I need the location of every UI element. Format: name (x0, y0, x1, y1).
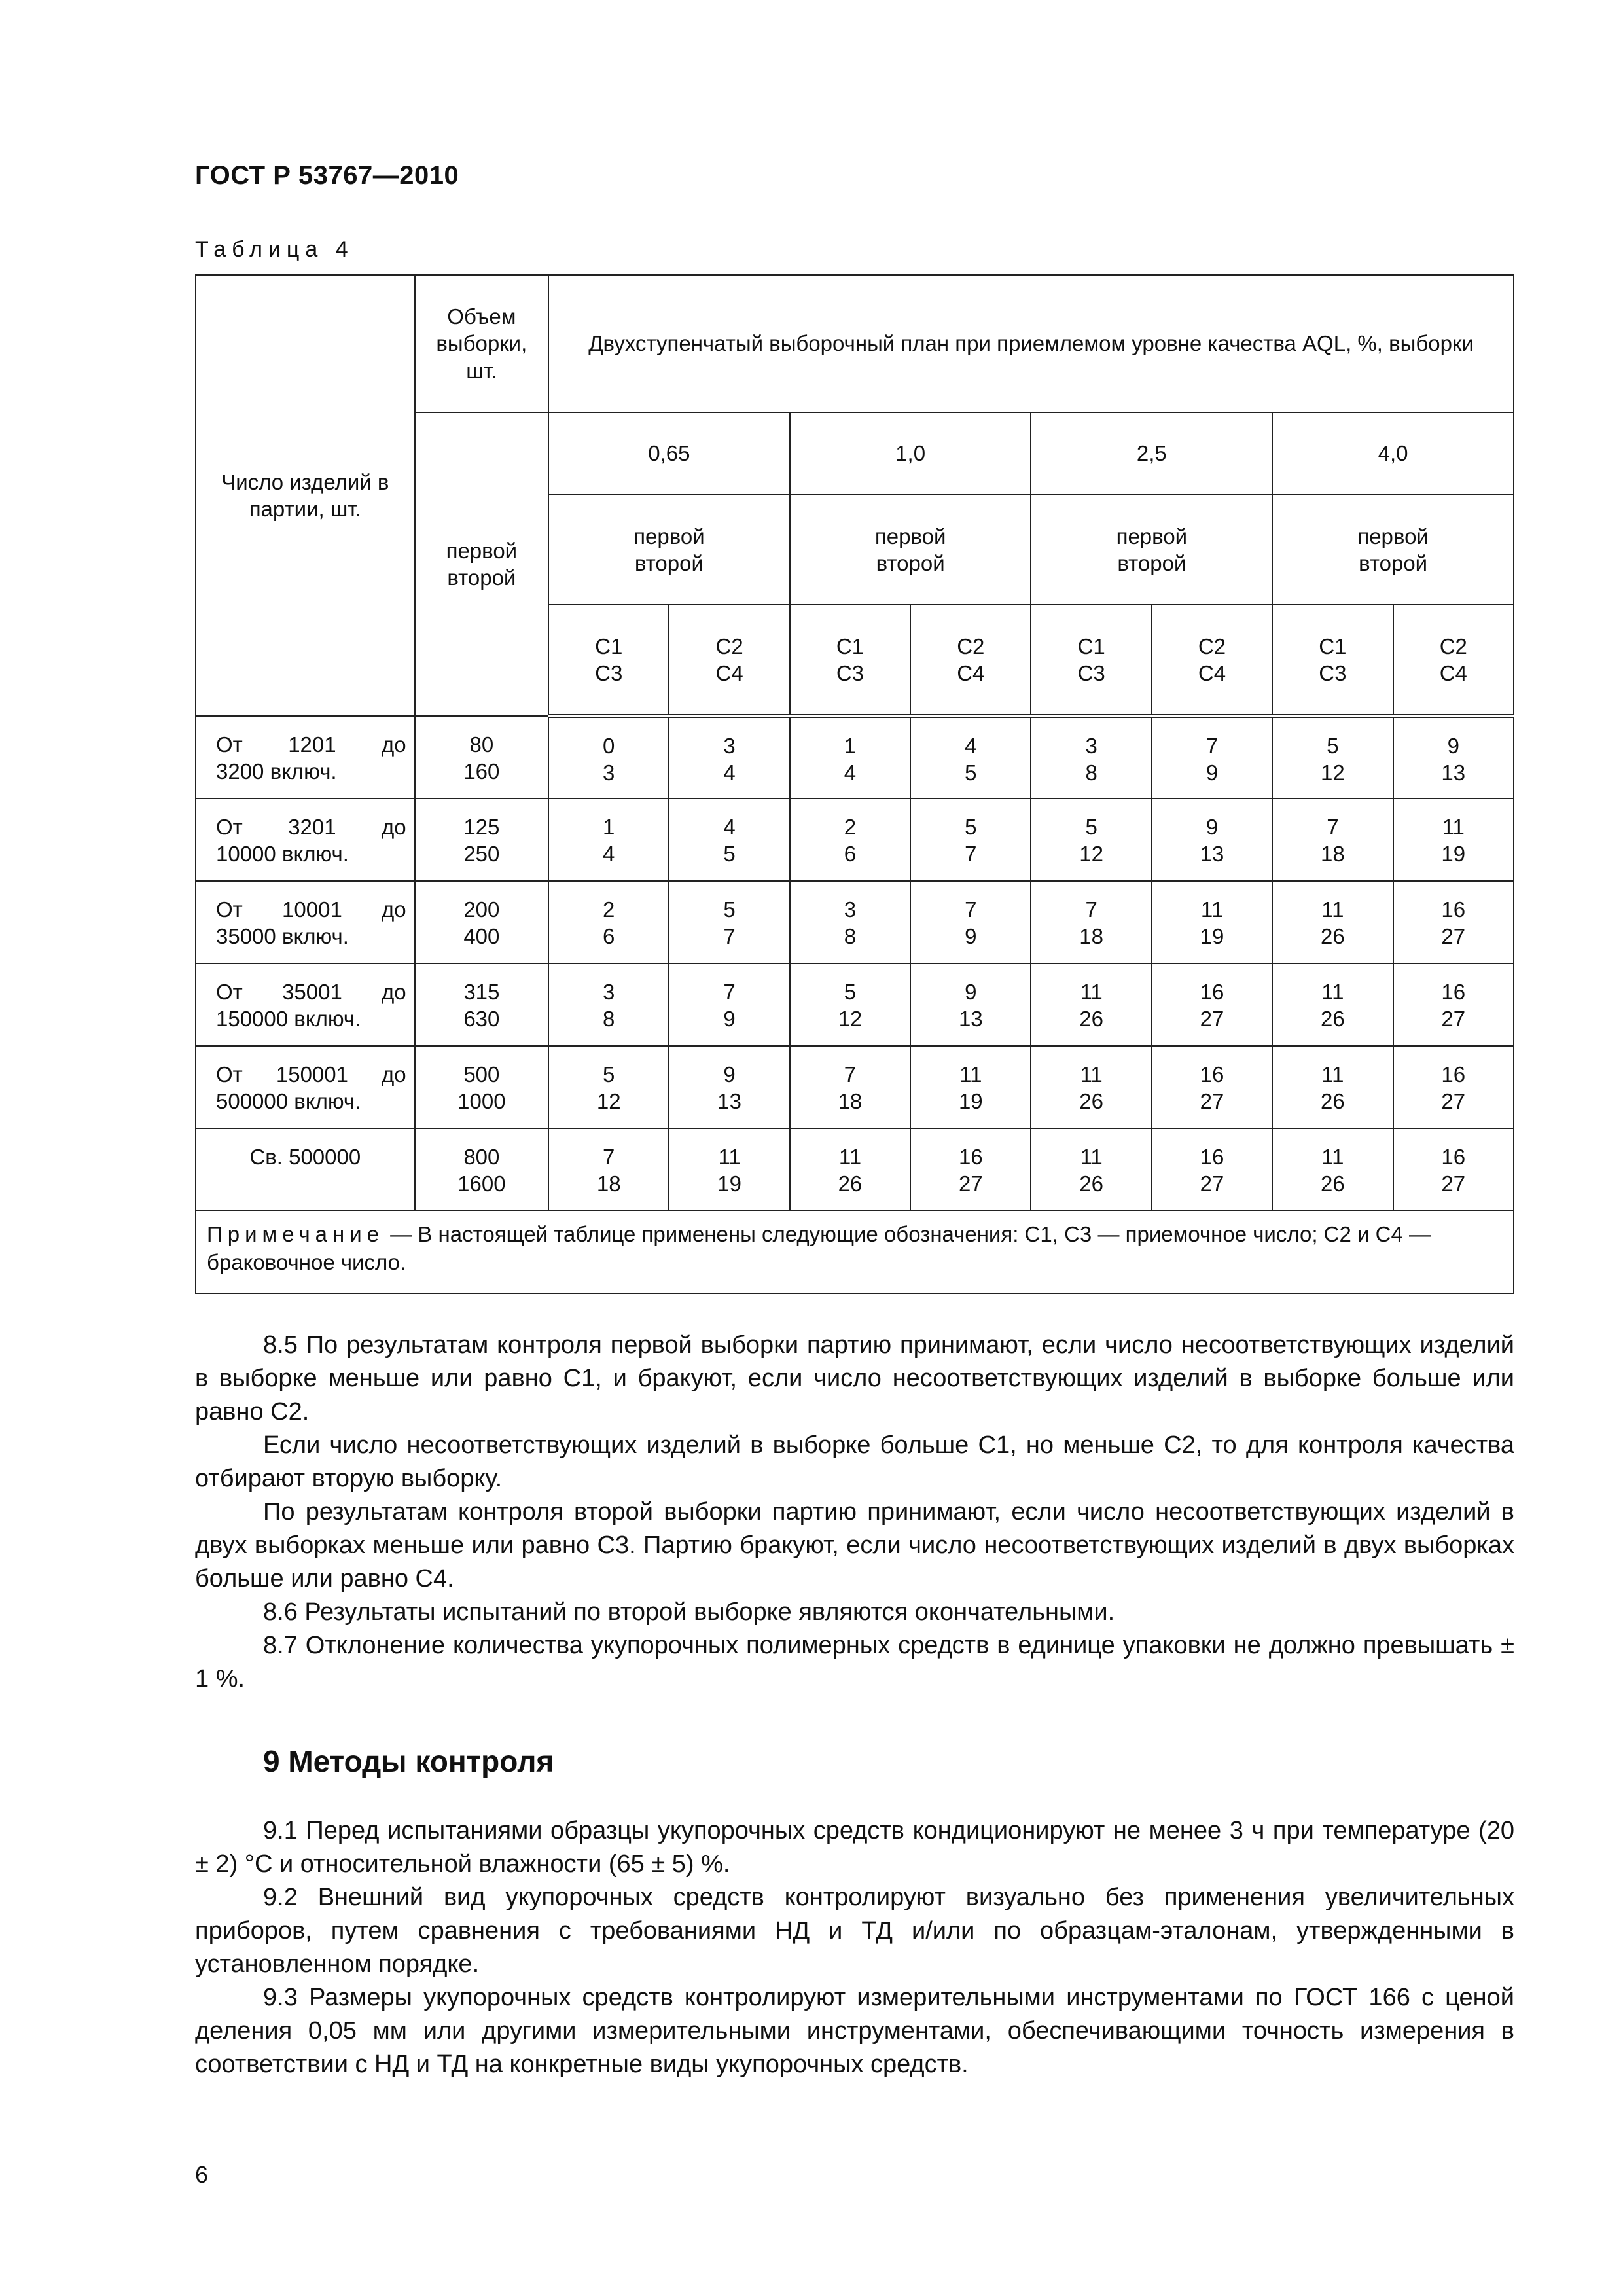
value-cell: 5 12 (1031, 798, 1151, 881)
document-id-header: ГОСТ Р 53767—2010 (195, 161, 459, 190)
value-cell: 80 160 (415, 716, 548, 798)
value-cell: 2 6 (548, 881, 669, 963)
header-c2-c4: C2 C4 (1152, 605, 1272, 716)
header-c1-c3: C1 C3 (790, 605, 910, 716)
header-lot-size: Число изделий в партии, шт. (196, 275, 415, 716)
value-cell: 11 19 (910, 1046, 1031, 1128)
value-cell: 200 400 (415, 881, 548, 963)
table-note-text: — В настоящей таблице применены следующие обозначения: C1, C3 — приемочное число; C2 и C4 — браковочное число. (207, 1222, 1431, 1274)
value-cell: 16 27 (1393, 881, 1514, 963)
value-cell: 11 26 (1272, 1046, 1393, 1128)
value-cell: 315 630 (415, 963, 548, 1046)
section-9-paragraphs (195, 1814, 1514, 2081)
value-cell: 11 26 (1272, 963, 1393, 1046)
value-cell: 3 8 (790, 881, 910, 963)
section-8-paragraphs (195, 1329, 1514, 1696)
value-cell: 9 13 (910, 963, 1031, 1046)
value-cell: 3 8 (548, 963, 669, 1046)
lot-size-cell: От 35001 до 150000 включ. (196, 963, 415, 1046)
value-cell: 125 250 (415, 798, 548, 881)
value-cell: 5 7 (910, 798, 1031, 881)
header-stages-aql-1-0: первой второй (790, 495, 1031, 605)
table-row (196, 1046, 1514, 1128)
value-cell: 11 26 (1272, 1128, 1393, 1211)
paragraph: 8.5 По результатам контроля первой выборки партию принимают, если число несоответствующих изделий в выборке меньше или равно C1, и бракуют, если число несоответствующих изделий в выборке больше или равно C2. (195, 1331, 1514, 1426)
value-cell: 16 27 (1393, 963, 1514, 1046)
table-row (196, 881, 1514, 963)
table-note-label: Примечание (207, 1222, 385, 1246)
sampling-plan-table (195, 274, 1514, 1294)
paragraph: 8.6 Результаты испытаний по второй выборке являются окончательными. (263, 1598, 1115, 1626)
lot-size-cell: От 10001 до 35000 включ. (196, 881, 415, 963)
value-cell: 1 4 (548, 798, 669, 881)
value-cell: 1 4 (790, 716, 910, 798)
value-cell: 5 12 (1272, 716, 1393, 798)
header-c1-c3: C1 C3 (1031, 605, 1151, 716)
value-cell: 11 26 (1272, 881, 1393, 963)
value-cell: 7 18 (1272, 798, 1393, 881)
value-cell: 3 8 (1031, 716, 1151, 798)
value-cell: 7 9 (1152, 716, 1272, 798)
header-sample-size: Объем выборки, шт. (415, 275, 548, 412)
value-cell: 11 26 (1031, 1046, 1151, 1128)
paragraph: Если число несоответствующих изделий в выборке больше C1, но меньше C2, то для контроля качества отбирают вторую выборку. (195, 1431, 1514, 1492)
value-cell: 16 27 (1152, 1128, 1272, 1211)
paragraph: 9.3 Размеры укупорочных средств контролируют измерительными инструментами по ГОСТ 166 с ценой деления 0,05 мм или другими измерительными инструментами, обеспечивающими точность измерения в соответствии с НД и ТД на конкретные виды укупорочных средств. (195, 1984, 1514, 2078)
value-cell: 16 27 (910, 1128, 1031, 1211)
value-cell: 800 1600 (415, 1128, 548, 1211)
value-cell: 4 5 (910, 716, 1031, 798)
value-cell: 7 18 (548, 1128, 669, 1211)
value-cell: 11 26 (790, 1128, 910, 1211)
value-cell: 2 6 (790, 798, 910, 881)
paragraph: 9.2 Внешний вид укупорочных средств контролируют визуально без применения увеличительных приборов, путем сравнения с требованиями НД и ТД и/или по образцам-эталонам, утвержденными в установленном порядке. (195, 1884, 1514, 1978)
paragraph: 9.1 Перед испытаниями образцы укупорочных средств кондиционируют не менее 3 ч при температуре (20 ± 2) °С и относительной влажности (65 ± 5) %. (195, 1817, 1514, 1878)
header-aql-1-0: 1,0 (790, 412, 1031, 495)
table-row (196, 798, 1514, 881)
page-number: 6 (195, 2161, 209, 2188)
section-9-title: 9 Методы контроля (263, 1744, 554, 1778)
lot-size-cell: От 3201 до 10000 включ. (196, 798, 415, 881)
value-cell: 16 27 (1393, 1046, 1514, 1128)
header-aql-0-65: 0,65 (548, 412, 790, 495)
value-cell: 7 9 (910, 881, 1031, 963)
lot-size-cell: От 150001 до 500000 включ. (196, 1046, 415, 1128)
header-c1-c3: C1 C3 (548, 605, 669, 716)
value-cell: 16 27 (1152, 963, 1272, 1046)
value-cell: 9 13 (1152, 798, 1272, 881)
value-cell: 5 12 (548, 1046, 669, 1128)
value-cell: 9 13 (669, 1046, 789, 1128)
header-c2-c4: C2 C4 (910, 605, 1031, 716)
value-cell: 5 7 (669, 881, 789, 963)
value-cell: 9 13 (1393, 716, 1514, 798)
table-row (196, 1128, 1514, 1211)
value-cell: 3 4 (669, 716, 789, 798)
table-note (196, 1211, 1514, 1293)
header-aql-2-5: 2,5 (1031, 412, 1272, 495)
header-stages-aql-2-5: первой второй (1031, 495, 1272, 605)
value-cell: 11 19 (1152, 881, 1272, 963)
lot-size-cell: От 1201 до 3200 включ. (196, 716, 415, 798)
header-stages-aql-4-0: первой второй (1272, 495, 1514, 605)
value-cell: 11 19 (1393, 798, 1514, 881)
header-c2-c4: C2 C4 (1393, 605, 1514, 716)
header-two-stage-plan: Двухступенчатый выборочный план при приемлемом уровне качества AQL, %, выборки (548, 275, 1514, 412)
header-sample-stages: первой второй (415, 412, 548, 716)
lot-size-cell: Св. 500000 (196, 1128, 415, 1211)
value-cell: 4 5 (669, 798, 789, 881)
header-aql-4-0: 4,0 (1272, 412, 1514, 495)
value-cell: 0 3 (548, 716, 669, 798)
table-row (196, 716, 1514, 798)
value-cell: 7 18 (790, 1046, 910, 1128)
paragraph: По результатам контроля второй выборки партию принимают, если число несоответствующих изделий в двух выборках меньше или равно C3. Партию бракуют, если число несоответствующих изделий в двух выборках больше или равно C4. (195, 1498, 1514, 1592)
value-cell: 5 12 (790, 963, 910, 1046)
value-cell: 16 27 (1152, 1046, 1272, 1128)
table-row (196, 963, 1514, 1046)
value-cell: 11 19 (669, 1128, 789, 1211)
value-cell: 16 27 (1393, 1128, 1514, 1211)
value-cell: 7 18 (1031, 881, 1151, 963)
value-cell: 500 1000 (415, 1046, 548, 1128)
sampling-plan-table-container (195, 274, 1514, 1294)
paragraph: 8.7 Отклонение количества укупорочных полимерных средств в единице упаковки не должно превышать ± 1 %. (195, 1632, 1514, 1693)
header-c1-c3: C1 C3 (1272, 605, 1393, 716)
value-cell: 11 26 (1031, 963, 1151, 1046)
value-cell: 11 26 (1031, 1128, 1151, 1211)
table-caption: Таблица 4 (195, 237, 354, 262)
header-c2-c4: C2 C4 (669, 605, 789, 716)
header-stages-aql-0-65: первой второй (548, 495, 790, 605)
value-cell: 7 9 (669, 963, 789, 1046)
